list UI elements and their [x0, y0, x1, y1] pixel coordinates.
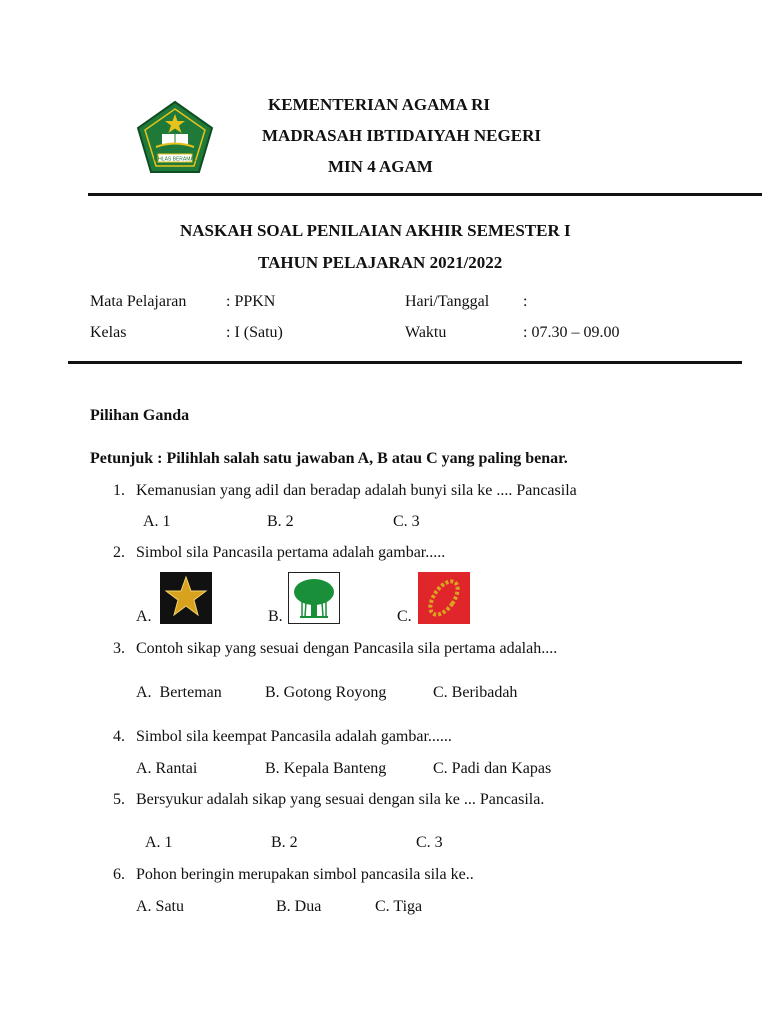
school-name: MIN 4 AGAM	[328, 157, 433, 176]
time-value: : 07.30 – 09.00	[523, 324, 620, 341]
star-icon[interactable]	[160, 572, 212, 624]
option-b[interactable]: B. Kepala Banteng	[265, 760, 387, 777]
chain-icon[interactable]	[418, 572, 470, 624]
ministry-name: KEMENTERIAN AGAMA RI	[268, 95, 490, 114]
option-c[interactable]: C.	[397, 608, 412, 625]
option-b[interactable]: B. Gotong Royong	[265, 684, 387, 701]
day-label: Hari/Tanggal	[405, 293, 490, 310]
option-a[interactable]: A. 1	[145, 834, 173, 851]
question-number: 2.	[113, 544, 125, 561]
option-a[interactable]: A.	[136, 608, 152, 625]
option-b[interactable]: B. 2	[267, 513, 294, 530]
question-text: Simbol sila Pancasila pertama adalah gambar.....	[136, 544, 446, 561]
option-b[interactable]: B. 2	[271, 834, 298, 851]
option-b[interactable]: B.	[268, 608, 283, 625]
kemenag-logo	[136, 100, 214, 174]
question-text: Bersyukur adalah sikap yang sesuai dengan sila ke ... Pancasila.	[136, 791, 545, 808]
instruction: Petunjuk : Pilihlah salah satu jawaban A, B atau C yang paling benar.	[90, 450, 568, 467]
option-a[interactable]: A. Rantai	[136, 760, 198, 777]
question-text: Kemanusian yang adil dan beradap adalah bunyi sila ke .... Pancasila	[136, 482, 577, 499]
question-text: Simbol sila keempat Pancasila adalah gambar......	[136, 728, 452, 745]
subject-label: Mata Pelajaran	[90, 293, 187, 310]
option-a[interactable]: A. Berteman	[136, 684, 222, 701]
option-a[interactable]: A. Satu	[136, 898, 184, 915]
option-c[interactable]: C. 3	[416, 834, 443, 851]
question-text: Pohon beringin merupakan simbol pancasila sila ke..	[136, 866, 474, 883]
option-b[interactable]: B. Dua	[276, 898, 322, 915]
option-c[interactable]: C. Beribadah	[433, 684, 518, 701]
logo-motto: IKHLAS BERAMAL	[153, 156, 197, 163]
academic-year: TAHUN PELAJARAN 2021/2022	[258, 253, 503, 272]
info-divider	[68, 361, 742, 364]
question-number: 1.	[113, 482, 125, 499]
question-number: 6.	[113, 866, 125, 883]
question-text: Contoh sikap yang sesuai dengan Pancasila sila pertama adalah....	[136, 640, 558, 657]
question-number: 4.	[113, 728, 125, 745]
day-value: :	[523, 293, 528, 310]
subject-value: : PPKN	[226, 293, 276, 310]
question-number: 5.	[113, 791, 125, 808]
class-label: Kelas	[90, 324, 127, 341]
option-c[interactable]: C. Padi dan Kapas	[433, 760, 552, 777]
option-c[interactable]: C. Tiga	[375, 898, 423, 915]
exam-title: NASKAH SOAL PENILAIAN AKHIR SEMESTER I	[180, 221, 571, 240]
banyan-tree-icon[interactable]	[288, 572, 340, 624]
class-value: : I (Satu)	[226, 324, 283, 341]
school-type: MADRASAH IBTIDAIYAH NEGERI	[262, 126, 541, 145]
option-a[interactable]: A. 1	[143, 513, 171, 530]
option-c[interactable]: C. 3	[393, 513, 420, 530]
time-label: Waktu	[405, 324, 447, 341]
section-title: Pilihan Ganda	[90, 407, 190, 424]
header-divider	[88, 193, 762, 196]
question-number: 3.	[113, 640, 125, 657]
